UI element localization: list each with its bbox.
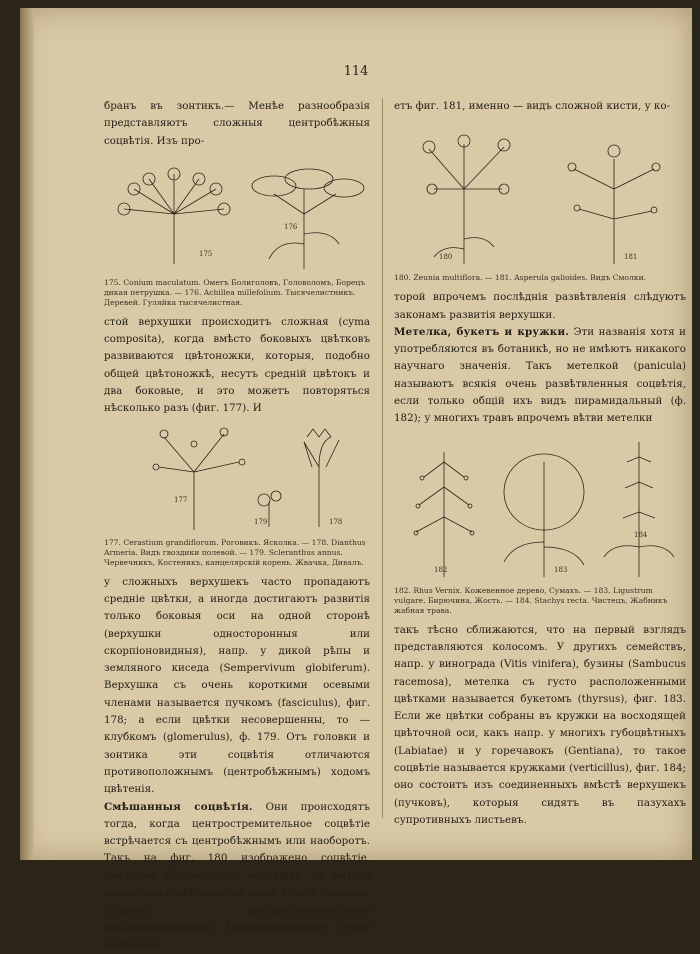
section-heading-mixed: Смѣшанныя соцвѣтія.: [104, 800, 253, 813]
illustration-conium: [118, 168, 230, 264]
figure-177-179: [104, 422, 370, 534]
figure-label-183: 183: [554, 565, 568, 574]
left-paragraph-3-text: Они происходятъ тогда, когда центростремительное соцвѣтіе встрѣчается съ центробѣжнымъ или наоборотъ. Такъ на фиг. 180 изображено соцвѣтіе, имѣющее общую форму верхушки, но вмѣсто одиночныхъ цвѣтковъ на немъ стоятъ головки. слѣдоват. центростремительныя цвѣторасположенія. Противоположное этому изобража-: [104, 800, 370, 951]
figure-caption-177-179: 177. Cerastium grandiflorum. Роговикъ. Ясколка. — 178. Dianthus Armeria. Видъ гвоздики полевой. — 179. Scleranthus annus. Червечникъ, Костеникъ, канцелярскій корень. Жвачка, Дивалъ.: [104, 537, 366, 567]
illustration-ligustrum: [504, 454, 584, 577]
figure-caption-175-176: 175. Conium maculatum. Омегъ Болиголовъ, Головоломъ, Борецъ дикая петрушка. — 176. Achillea millefolium. Тысячелистникъ. Деревей. Гуляйка тысячелистная.: [104, 277, 366, 307]
right-paragraph-2: [394, 324, 686, 428]
illustration-asperula: [568, 145, 660, 264]
illustration-zeunia: [423, 135, 510, 264]
right-intro-text: етъ фиг. 181, именно — видъ сложной кисти, у ко-: [394, 100, 671, 112]
left-column: [104, 98, 370, 954]
figure-180-181: [394, 119, 686, 269]
figure-label-182: 182: [434, 565, 448, 574]
figure-182-184: [394, 432, 686, 582]
left-paragraph-3: [104, 799, 370, 954]
left-paragraph-2: у сложныхъ верхушекъ часто пропадаютъ средніе цвѣтки, а иногда достигаютъ развитія только боковыя оси на одной сторонѣ (верхушки односторонныя или скорпіоновидныя), напр. у дикой рѣпы и земляного киседа (Sempervivum globiferum). Верхушка съ очень короткими осевыми членами называется пучкомъ (fasciculus), фиг. 178; а если цвѣтки несовершенны, то — клубкомъ (glomerulus), ф. 179. Отъ головки и зонтика эти соцвѣтія отличаются противоположнымъ (центробѣжнымъ) ходомъ цвѣтенія.: [104, 575, 370, 796]
figure-caption-182-184: 182. Rhus Vernix. Кожевенное дерево, Сумахъ. — 183. Ligustrum vulgare. Бирючина, Жость. — 184. Stachys recta. Чистецъ, Жабникъ жабная трава.: [394, 585, 668, 615]
page-number: 114: [343, 64, 369, 79]
figure-label-175: 175: [199, 249, 213, 258]
figure-label-181: 181: [624, 253, 638, 262]
right-column: [394, 98, 686, 829]
right-paragraph-1: торой впрочемъ послѣднія развѣтвленія слѣдуютъ законамъ развитія верхушки.: [394, 291, 686, 321]
illustration-stachys: [604, 442, 674, 577]
right-paragraph-3: такъ тѣсно сближаются, что на первый взглядъ представляются колосомъ. У другихъ семействъ, напр. у винограда (Vitis vinifera), бузины (Sambucus racemosa), метелка съ густо расположенными цвѣтками называется букетомъ (thyrsus), фиг. 183. Если же цвѣтки собраны въ кружки на восходящей цвѣточной оси, какъ напр. у многихъ губоцвѣтныхъ (Labiatae) и у горечавокъ (Gentiana), то такое соцвѣтіе называется кружками (verticillus), фиг. 184; оно состоитъ изъ соединенныхъ вмѣстѣ верхушекъ (пучковъ), которыя сидятъ въ пазухахъ супротивныхъ листьевъ.: [394, 623, 686, 826]
figure-label-179: 179: [254, 517, 268, 526]
book-spine: [20, 8, 34, 860]
right-paragraph-2-text: Эти названія хотя и употребляются въ ботаникѣ, но не имѣютъ никакого научнаго значенія. Такъ метелкой (panicula) называютъ всякія очень развѣтвленныя соцвѣтія, если только общій ихъ видъ пирамидальный (ф. 182); у многихъ травъ впрочемъ вѣтви метелки: [394, 325, 687, 425]
figure-label-184: 184: [634, 530, 648, 539]
illustration-cerastium: [153, 428, 245, 530]
figure-label-178: 178: [329, 517, 343, 526]
illustration-dianthus: [304, 429, 339, 527]
left-paragraph-1: стой верхушки происходитъ сложная (cyma composita), когда вмѣсто боковыхъ цвѣтковъ развиваются цвѣтоножки, которыя, подобно общей цвѣтоножкѣ, несутъ средній цвѣтокъ и два боковые, и это можетъ повторяться нѣсколько разъ (фиг. 177). И: [104, 315, 370, 415]
left-intro-text: бранъ въ зонтикъ.— Менѣе разнообразія представляютъ сложныя центробѣжныя соцвѣтія. Изъ про-: [104, 100, 370, 147]
section-heading-panicle: Метелка, букетъ и кружки.: [394, 325, 570, 338]
book-page: [20, 8, 692, 951]
figure-175-176: [104, 154, 370, 274]
figure-caption-180-181: 180. Zeunia multiflora. — 181. Asperula galioides. Видъ Смолки.: [394, 273, 647, 283]
column-divider: [382, 98, 383, 818]
illustration-achillea: [252, 169, 364, 269]
illustration-rhus: [414, 452, 474, 577]
figure-label-180: 180: [439, 253, 453, 262]
figure-label-177: 177: [174, 495, 188, 504]
figure-label-176: 176: [284, 222, 298, 231]
